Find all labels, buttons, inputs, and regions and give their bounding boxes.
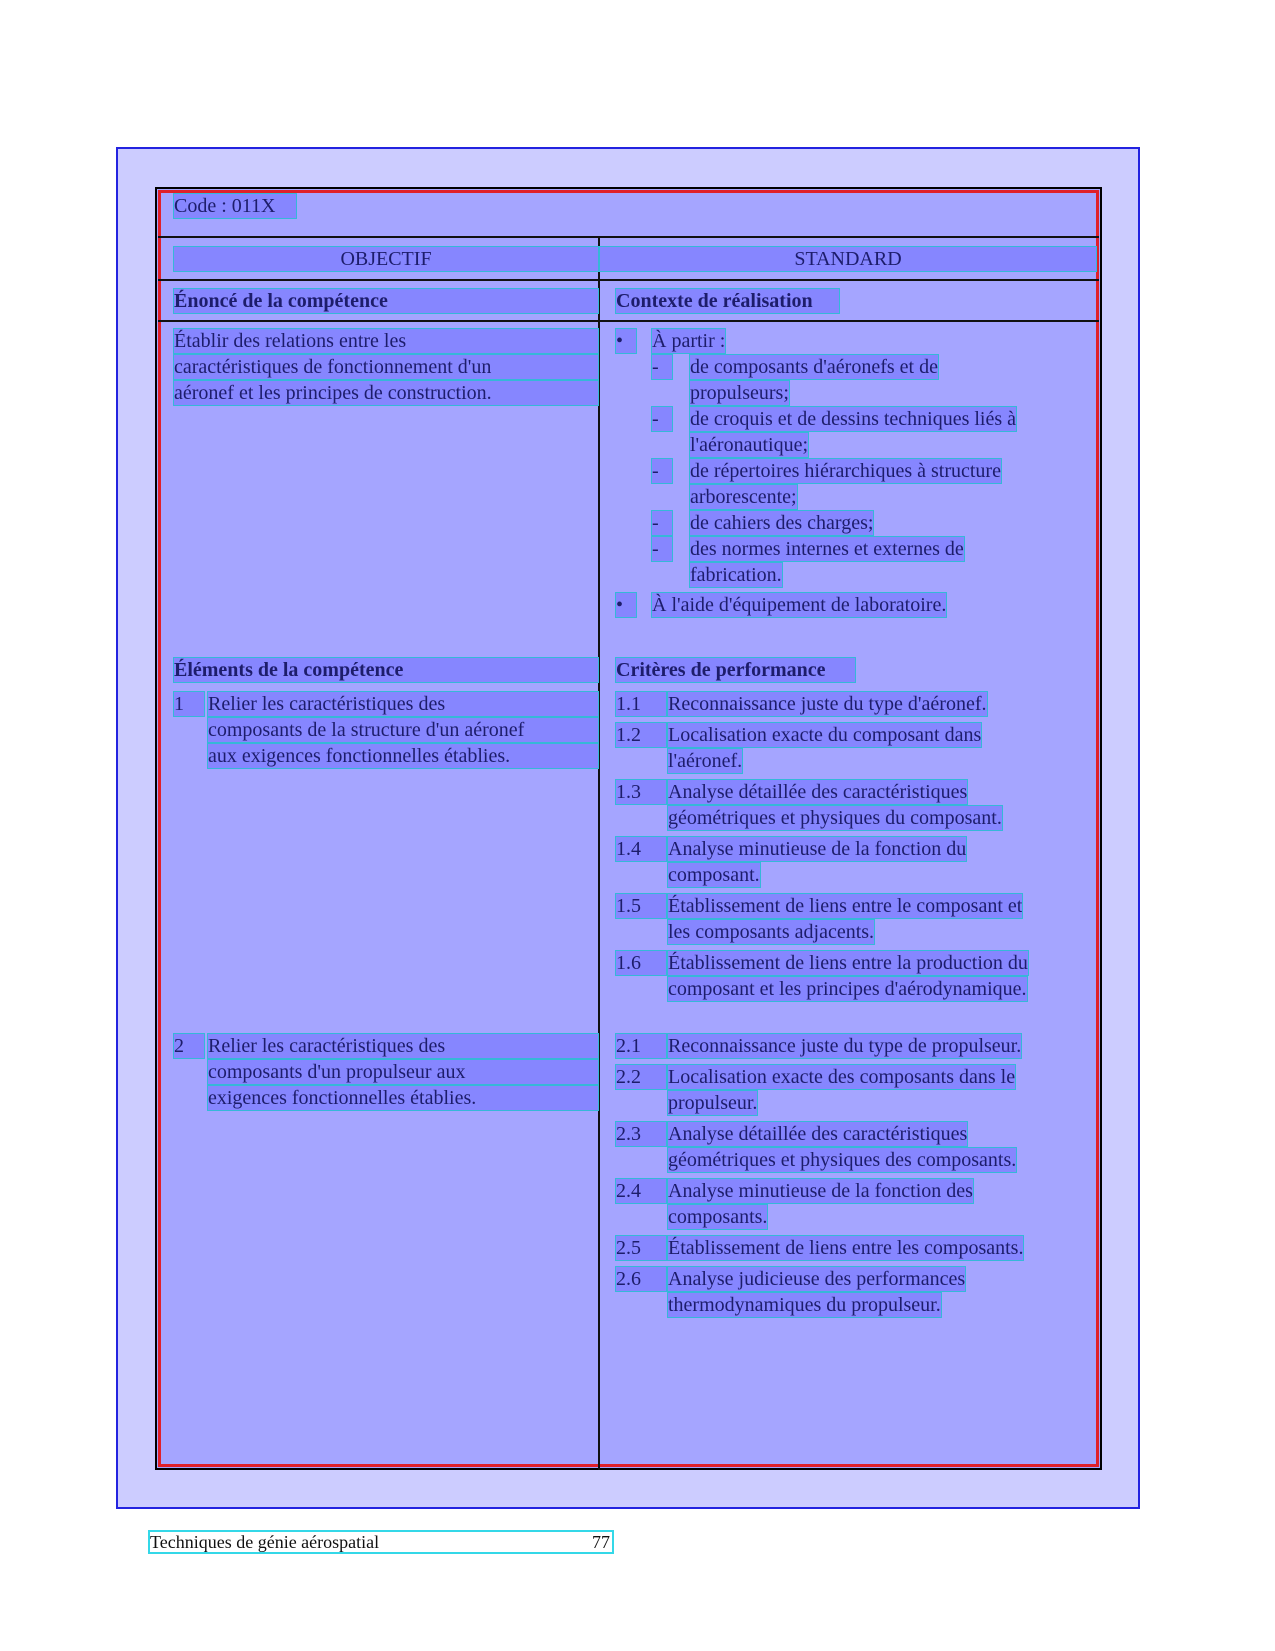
criterion-line: composants. [668, 1206, 768, 1228]
criterion-line: Établissement de liens entre les composants. [668, 1237, 1024, 1259]
context-item-line: de cahiers des charges; [690, 512, 874, 534]
element-number: 2 [174, 1034, 204, 1058]
context-item-line: de répertoires hiérarchiques à structure [690, 460, 1001, 482]
context-item-line: fabrication. [690, 564, 782, 586]
context-item-line: À l'aide d'équipement de laboratoire. [652, 594, 947, 616]
criteria-title: Critères de performance [616, 658, 855, 682]
criterion-line: composant. [668, 864, 760, 886]
footer-page-number: 77 [592, 1532, 610, 1552]
footer-program-title: Techniques de génie aérospatial [150, 1532, 380, 1552]
column-divider [598, 236, 600, 1470]
element-line: composants d'un propulseur aux [208, 1060, 598, 1084]
criterion-line: propulseur. [668, 1092, 758, 1114]
code-label: Code : 011X [174, 194, 296, 218]
context-item-line: À partir : [652, 330, 726, 352]
statement-line: caractéristiques de fonctionnement d'un [174, 355, 598, 379]
criterion-number: 1.6 [616, 951, 666, 975]
criterion-line: l'aéronef. [668, 750, 743, 772]
criterion-line: géométriques et physiques des composants. [668, 1149, 1017, 1171]
context-bullet: - [652, 511, 672, 535]
criterion-line: Reconnaissance juste du type de propulseur. [668, 1035, 1022, 1057]
context-bullet: • [616, 329, 636, 353]
element-number: 1 [174, 692, 204, 716]
context-bullet: - [652, 407, 672, 431]
criterion-number: 1.3 [616, 780, 666, 804]
statement-line: Établir des relations entre les [174, 329, 598, 353]
criterion-line: Analyse détaillée des caractéristiques [668, 1123, 968, 1145]
criterion-line: les composants adjacents. [668, 921, 875, 943]
statement-title: Énoncé de la compétence [174, 289, 598, 313]
criterion-number: 2.4 [616, 1179, 666, 1203]
element-line: Relier les caractéristiques des [208, 1034, 598, 1058]
page-footer [150, 1532, 612, 1552]
element-line: Relier les caractéristiques des [208, 692, 598, 716]
criterion-line: Établissement de liens entre le composant et [668, 895, 1023, 917]
context-bullet: - [652, 459, 672, 483]
header-objectif: OBJECTIF [174, 247, 598, 271]
criterion-line: Analyse minutieuse de la fonction du [668, 838, 967, 860]
element-line: composants de la structure d'un aéronef [208, 718, 598, 742]
criterion-line: thermodynamiques du propulseur. [668, 1294, 941, 1316]
context-item-line: l'aéronautique; [690, 434, 808, 456]
divider-code [158, 236, 1099, 238]
statement-line: aéronef et les principes de construction. [174, 381, 598, 405]
criterion-line: Localisation exacte du composant dans [668, 724, 982, 746]
criterion-number: 1.1 [616, 692, 666, 716]
header-standard: STANDARD [600, 247, 1096, 271]
criterion-number: 2.1 [616, 1034, 666, 1058]
criterion-number: 1.5 [616, 894, 666, 918]
context-item-line: propulseurs; [690, 382, 789, 404]
criterion-number: 2.3 [616, 1122, 666, 1146]
divider-section-title [158, 320, 1099, 322]
criterion-line: composant et les principes d'aérodynamique. [668, 978, 1027, 1000]
criterion-number: 2.2 [616, 1065, 666, 1089]
criterion-number: 1.4 [616, 837, 666, 861]
criterion-number: 2.6 [616, 1267, 666, 1291]
criterion-line: géométriques et physiques du composant. [668, 807, 1002, 829]
context-title: Contexte de réalisation [616, 289, 839, 313]
elements-title: Éléments de la compétence [174, 658, 598, 682]
criterion-line: Établissement de liens entre la production du [668, 952, 1028, 974]
context-item-line: arborescente; [690, 486, 797, 508]
context-item-line: des normes internes et externes de [690, 538, 964, 560]
context-bullet: - [652, 355, 672, 379]
element-line: exigences fonctionnelles établies. [208, 1086, 598, 1110]
criterion-line: Localisation exacte des composants dans le [668, 1066, 1016, 1088]
context-bullet: • [616, 593, 636, 617]
divider-header [158, 279, 1099, 281]
element-line: aux exigences fonctionnelles établies. [208, 744, 598, 768]
context-item-line: de composants d'aéronefs et de [690, 356, 938, 378]
criterion-line: Analyse détaillée des caractéristiques [668, 781, 968, 803]
criterion-line: Reconnaissance juste du type d'aéronef. [668, 693, 987, 715]
criterion-line: Analyse minutieuse de la fonction des [668, 1180, 973, 1202]
context-bullet: - [652, 537, 672, 561]
criterion-line: Analyse judicieuse des performances [668, 1268, 966, 1290]
criterion-number: 1.2 [616, 723, 666, 747]
context-item-line: de croquis et de dessins techniques liés à [690, 408, 1017, 430]
criterion-number: 2.5 [616, 1236, 666, 1260]
